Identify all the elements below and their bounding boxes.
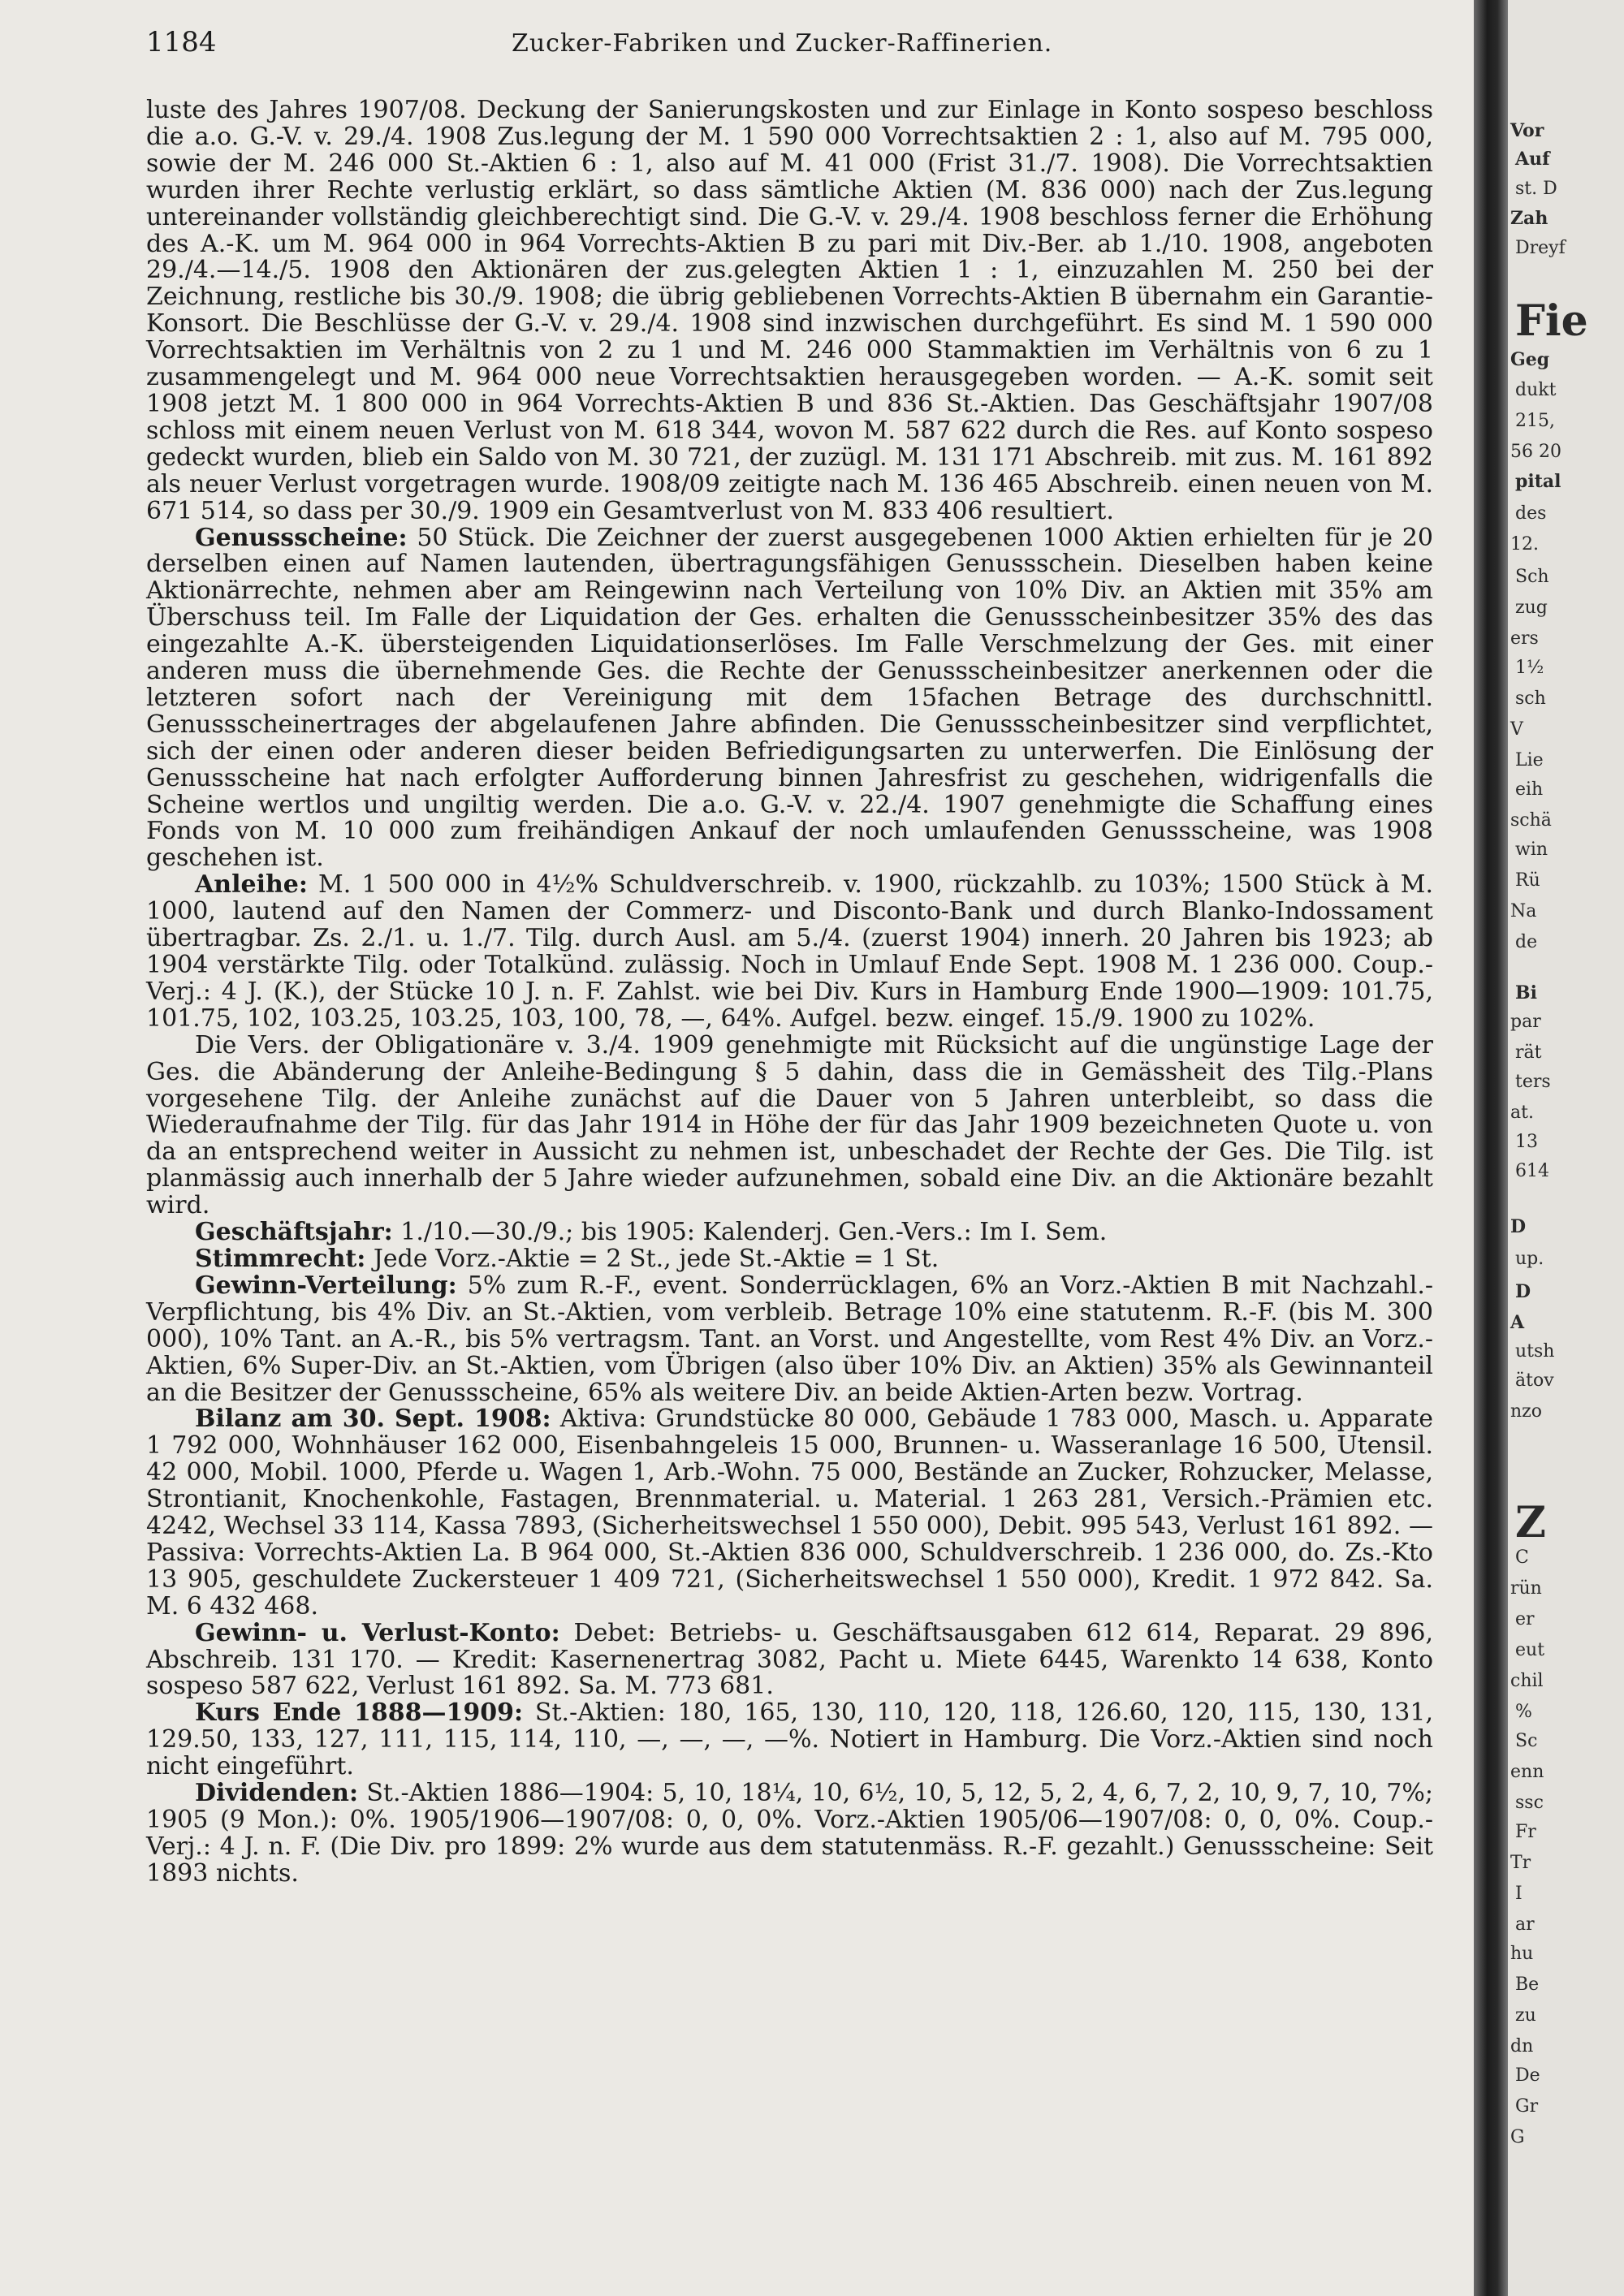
adjacent-page-fragment: I <box>1515 1884 1522 1904</box>
adjacent-page-fragment: V <box>1510 719 1523 740</box>
adjacent-page-fragment: G <box>1510 2127 1525 2147</box>
paragraph-geschaeftsjahr: Geschäftsjahr: 1./10.—30./9.; bis 1905: Kalenderj. Gen.-Vers.: Im I. Sem. <box>195 1218 1108 1247</box>
adjacent-page-fragment: Gr <box>1515 2096 1539 2117</box>
section-heading: Geschäftsjahr: <box>195 1218 393 1247</box>
paragraph-obligationaere: Die Vers. der Obligationäre v. 3./4. 1909 genehmigte mit Rücksicht auf die ungünstige Lage der Ges. die Abänderung der Anleihe-Bedingung § 5 dahin, dass die in Gemässheit des Tilg.-Plans vorgesehene Tilg. der Anleihe zunächst auf die Dauer von 5 Jahren unterbleibt, so dass die Wiederaufnahme der Tilg. für das Jahr 1914 in Höhe der für das Jahr 1909 bezeichneten Quote u. von da an entsprechend weiter in Aussicht zu nehmen ist, unbeschadet der Rechte der Ges. Die Tilg. ist planmässig auch innerhalb der 5 Jahre wieder aufzunehmen, sobald eine Div. an die Aktionäre bezahlt wird. <box>146 1030 1433 1220</box>
paragraph-kurs: Kurs Ende 1888—1909: St.-Aktien: 180, 165, 130, 110, 120, 118, 126.60, 120, 115, 130, 131, 129.50, 133, 127, 111, 115, 114, 110, —, —, —, —%. Notiert in Hamburg. Die Vorz.-Aktien sind noch nicht eingeführt. <box>146 1698 1433 1781</box>
adjacent-page-fragment: Fr <box>1515 1822 1536 1842</box>
section-heading: Anleihe: <box>195 870 308 900</box>
adjacent-page-fragment: rün <box>1510 1578 1542 1599</box>
adjacent-page-fragment: dukt <box>1515 380 1557 400</box>
section-heading: Bilanz am 30. Sept. 1908: <box>195 1405 551 1434</box>
paragraph-anleihe: Anleihe: M. 1 500 000 in 4½% Schuldverschreib. v. 1900, rückzahlb. zu 103%; 1500 Stück à M. 1000, lautend auf den Namen der Commerz- und Disconto-Bank und durch Blanko-Indossament übertragbar. Zs. 2./1. u. 1./7. Tilg. durch Ausl. am 5./4. (zuerst 1904) innerh. 20 Jahren bis 1923; ab 1904 verstärkte Tilg. oder Totalkünd. zulässig. Noch in Umlauf Ende Sept. 1908 M. 1 236 000. Coup.-Verj.: 4 J. (K.), der Stücke 10 J. n. F. Zahlst. wie bei Div. Kurs in Hamburg Ende 1900—1909: 101.75, 101.75, 102, 103.25, 103.25, 103, 100, 78, —, 64%. Aufgel. bezw. eingef. 15./9. 1900 zu 102%. <box>146 870 1433 1033</box>
section-heading: Stimmrecht: <box>195 1244 366 1273</box>
adjacent-page-fragment: Rü <box>1515 870 1540 891</box>
adjacent-page-fragment: D <box>1510 1216 1527 1237</box>
adjacent-page-fragment: zu <box>1515 2005 1536 2026</box>
adjacent-page-fragment: schä <box>1510 810 1552 831</box>
adjacent-page-fragment: Dreyf <box>1515 238 1566 258</box>
adjacent-page-fragment: Tr <box>1510 1853 1531 1873</box>
adjacent-page-fragment: 56 20 <box>1510 442 1561 462</box>
adjacent-page-fragment: ätov <box>1515 1370 1554 1391</box>
adjacent-page-fragment: Zah <box>1510 208 1548 229</box>
paragraph-sanierung: luste des Jahres 1907/08. Deckung der Sanierungskosten und zur Einlage in Konto sospeso beschloss die a.o. G.-V. v. 29./4. 1908 Zus.legung der M. 1 590 000 Vorrechtsaktien 2 : 1, also auf M. 795 000, sowie der M. 246 000 St.-Aktien 6 : 1, also auf M. 41 000 (Frist 31./7. 1908). Die Vorrechtsaktien wurden ihrer Rechte verlustig erklärt, so dass sämtliche Aktien (M. 836 000) nach der Zus.legung untereinander vollständig gleichberechtigt sind. Die G.-V. v. 29./4. 1908 beschloss ferner die Erhöhung des A.-K. um M. 964 000 in 964 Vorrechts-Aktien B zu pari mit Div.-Ber. ab 1./10. 1908, angeboten 29./4.—14./5. 1908 den Aktionären der zus.gelegten Aktien 1 : 1, einzuzahlen M. 250 bei der Zeichnung, restliche bis 30./9. 1908; die übrig gebliebenen Vorrechts-Aktien B übernahm ein Garantie-Konsort. Die Beschlüsse der G.-V. v. 29./4. 1908 sind inzwischen durchgeführt. Es sind M. 1 590 000 Vorrechtsaktien im Verhältnis von 2 zu 1 und M. 246 000 Stammaktien im Verhältnis von 6 zu 1 zusammengelegt und M. 964 000 neue Vorrechtsaktien herausgegeben worden. — A.-K. somit seit 1908 jetzt M. 1 800 000 in 964 Vorrechts-Aktien B und 836 St.-Aktien. Das Geschäftsjahr 1907/08 schloss mit einem neuen Verlust von M. 618 344, wovon M. 587 622 durch die Res. auf Konto sospeso gedeckt wurden, blieb ein Saldo von M. 30 721, der zuzügl. M. 131 171 Abschreib. mit zus. M. 161 892 als neuer Verlust vorgetragen wurde. 1908/09 zeitigte nach M. 136 465 Abschreib. einen neuen von M. 671 514, so dass per 30./9. 1909 ein Gesamtverlust von M. 833 406 resultiert. <box>146 96 1433 525</box>
adjacent-page-fragment: Na <box>1510 901 1537 921</box>
section-heading: Gewinn-Verteilung: <box>195 1271 457 1300</box>
page-header <box>146 18 1429 58</box>
adjacent-page-fragment: Geg <box>1510 349 1550 370</box>
adjacent-page-fragment: at. <box>1510 1103 1534 1123</box>
main-text <box>146 97 1433 1888</box>
adjacent-page-fragment: Sch <box>1515 567 1549 587</box>
adjacent-page-fragment: Lie <box>1515 750 1544 770</box>
section-heading: Gewinn- u. Verlust-Konto: <box>195 1618 560 1647</box>
adjacent-page-fragment: de <box>1515 932 1538 952</box>
adjacent-page-fragment: ters <box>1515 1072 1551 1092</box>
paragraph-dividenden: Dividenden: St.-Aktien 1886—1904: 5, 10, 18¼, 10, 6½, 10, 5, 12, 5, 2, 4, 6, 7, 2, 10, 9, 7, 10, 7%; 1905 (9 Mon.): 0%. 1905/1906—1907/08: 0, 0, 0%. Vorz.-Aktien 1905/06—1907/08: 0, 0, 0%. Coup.-Verj.: 4 J. n. F. (Die Div. pro 1899: 2% wurde aus dem statutenmäss. R.-F. gezahlt.) Genussscheine: Seit 1893 nichts. <box>146 1779 1433 1888</box>
adjacent-page-fragment: eih <box>1515 779 1544 800</box>
section-heading: Kurs Ende 1888—1909: <box>195 1698 524 1728</box>
adjacent-page-fragment: des <box>1515 503 1547 524</box>
adjacent-page-fragment: rät <box>1515 1042 1542 1063</box>
adjacent-page-fragment: Be <box>1515 1974 1540 1995</box>
adjacent-page-fragment: 12. <box>1510 534 1539 555</box>
paragraph-bilanz: Bilanz am 30. Sept. 1908: Aktiva: Grundstücke 80 000, Gebäude 1 783 000, Masch. u. Apparate 1 792 000, Wohnhäuser 162 000, Eisenbahngeleis 15 000, Brunnen- u. Wasseranlage 16 500, Utensil. 42 000, Mobil. 1000, Pferde u. Wagen 1, Arb.-Wohn. 75 000, Bestände an Zucker, Rohzucker, Melasse, Strontianit, Knochenkohle, Fastagen, Brennmaterial. u. Material. 1 263 281, Versich.-Prämien etc. 4242, Wechsel 33 114, Kassa 7893, (Sicherheitswechsel 1 550 000), Debit. 995 543, Verlust 161 892. — Passiva: Vorrechts-Aktien La. B 964 000, St.-Aktien 836 000, Schuldverschreib. 1 236 000, do. Zs.-Kto 13 905, geschuldete Zuckersteuer 1 409 721, (Sicherheitswechsel 1 550 000), Kredit. 1 972 842. Sa. M. 6 432 468. <box>146 1405 1433 1621</box>
adjacent-page-fragment: 1½ <box>1515 658 1544 678</box>
adjacent-page-fragment: ar <box>1515 1914 1535 1935</box>
adjacent-page-fragment: ers <box>1510 628 1539 649</box>
paragraph-stimmrecht: Stimmrecht: Jede Vorz.-Aktie = 2 St., jede St.-Aktie = 1 St. <box>195 1244 939 1273</box>
section-heading: Dividenden: <box>195 1779 359 1808</box>
adjacent-page-fragment: D <box>1515 1281 1531 1302</box>
adjacent-page-fragment: pital <box>1515 471 1561 492</box>
adjacent-page-fragment: ssc <box>1515 1793 1544 1813</box>
adjacent-page-fragment: par <box>1510 1012 1541 1032</box>
paragraph-genussscheine: Genussscheine: 50 Stück. Die Zeichner der zuerst ausgegebenen 1000 Aktien erhielten für je 20 derselben einen auf Namen lautenden, übertragungsfähigen Genussschein. Dieselben haben keine Aktionärrechte, nehmen aber am Reingewinn nach Verteilung von 10% Div. an Aktien mit 35% am Überschuss teil. Im Falle der Liquidation der Ges. erhalten die Genussscheinbesitzer 35% des das eingezahlte A.-K. übersteigenden Liquidationserlöses. Im Falle Verschmelzung der Ges. mit einer anderen muss die übernehmende Ges. die Rechte der Genussscheinbesitzer anerkennen oder die letzteren sofort nach der Vereinigung mit dem 15fachen Betrage des durchschnittl. Genussscheinertrages der abgelaufenen Jahre abfinden. Die Genussscheinbesitzer sind verpflichtet, sich der einen oder anderen dieser beiden Befriedigungsarten zu unterwerfen. Die Einlösung der Genussscheine hat nach erfolgter Aufforderung binnen Jahresfrist zu geschehen, widrigenfalls die Scheine wertlos und ungiltig werden. Die a.o. G.-V. v. 22./4. 1907 genehmigte die Schaffung eines Fonds von M. 10 000 zum freihändigen Ankauf der noch umlaufenden Genussscheine, was 1908 geschehen ist. <box>146 523 1433 873</box>
adjacent-page-fragment: sch <box>1515 688 1546 709</box>
adjacent-page-fragment: Auf <box>1515 149 1550 170</box>
adjacent-page-fragment: 614 <box>1515 1161 1549 1181</box>
adjacent-page-fragment: Fie <box>1515 296 1588 346</box>
adjacent-page-fragment: Bi <box>1515 982 1537 1003</box>
adjacent-page-fragment: zug <box>1515 598 1548 618</box>
adjacent-page-fragment: win <box>1515 839 1548 860</box>
section-heading: Genussscheine: <box>195 523 408 552</box>
adjacent-page-fragment: up. <box>1515 1249 1544 1269</box>
adjacent-page-fragment: chil <box>1510 1671 1544 1691</box>
adjacent-page-fragment: nzo <box>1510 1401 1543 1422</box>
page-number: 1184 <box>146 26 217 58</box>
adjacent-page-fragment: enn <box>1510 1762 1544 1782</box>
book-gutter <box>1474 0 1508 2296</box>
adjacent-page-fragment: Z <box>1515 1498 1546 1547</box>
adjacent-page-fragment: dn <box>1510 2036 1534 2056</box>
adjacent-page-fragment: eut <box>1515 1640 1545 1660</box>
adjacent-page-fragment: 215, <box>1515 411 1555 431</box>
adjacent-page-fragment: er <box>1515 1609 1535 1629</box>
adjacent-page-fragment: Vor <box>1510 120 1544 141</box>
adjacent-page-fragment: % <box>1515 1702 1532 1722</box>
running-title: Zucker-Fabriken und Zucker-Raffinerien. <box>512 29 1053 58</box>
adjacent-page-fragment: 13 <box>1515 1132 1538 1152</box>
adjacent-page-fragment: utsh <box>1515 1341 1555 1362</box>
adjacent-page-fragment: De <box>1515 2065 1540 2086</box>
adjacent-page-fragment: A <box>1510 1312 1525 1333</box>
adjacent-page-fragment: hu <box>1510 1944 1534 1964</box>
adjacent-page-fragment: st. D <box>1515 179 1557 199</box>
adjacent-page-fragment: C <box>1515 1547 1529 1568</box>
paragraph-gewinn-verlust: Gewinn- u. Verlust-Konto: Debet: Betriebs- u. Geschäftsausgaben 612 614, Reparat. 29 896, Abschreib. 131 170. — Kredit: Kasernenertrag 3082, Pacht u. Miete 6445, Warenkto 14 638, Konto sospeso 587 622, Verlust 161 892. Sa. M. 773 681. <box>146 1618 1433 1701</box>
adjacent-page-fragment: Sc <box>1515 1731 1538 1751</box>
paragraph-gewinn-verteilung: Gewinn-Verteilung: 5% zum R.-F., event. Sonderrücklagen, 6% an Vorz.-Aktien B mit Nachzahl.-Verpflichtung, bis 4% Div. an St.-Aktien, vom verbleib. Betrage 10% eine statutenm. R.-F. (bis M. 300 000), 10% Tant. an A.-R., bis 5% vertragsm. Tant. an Vorst. und Angestellte, vom Rest 4% Div. an Vorz.-Aktien, 6% Super-Div. an St.-Aktien, vom Übrigen (also über 10% Div. an Aktien) 35% als Gewinnanteil an die Besitzer der Genussscheine, 65% als weitere Div. an beide Aktien-Arten bezw. Vortrag. <box>146 1271 1433 1407</box>
